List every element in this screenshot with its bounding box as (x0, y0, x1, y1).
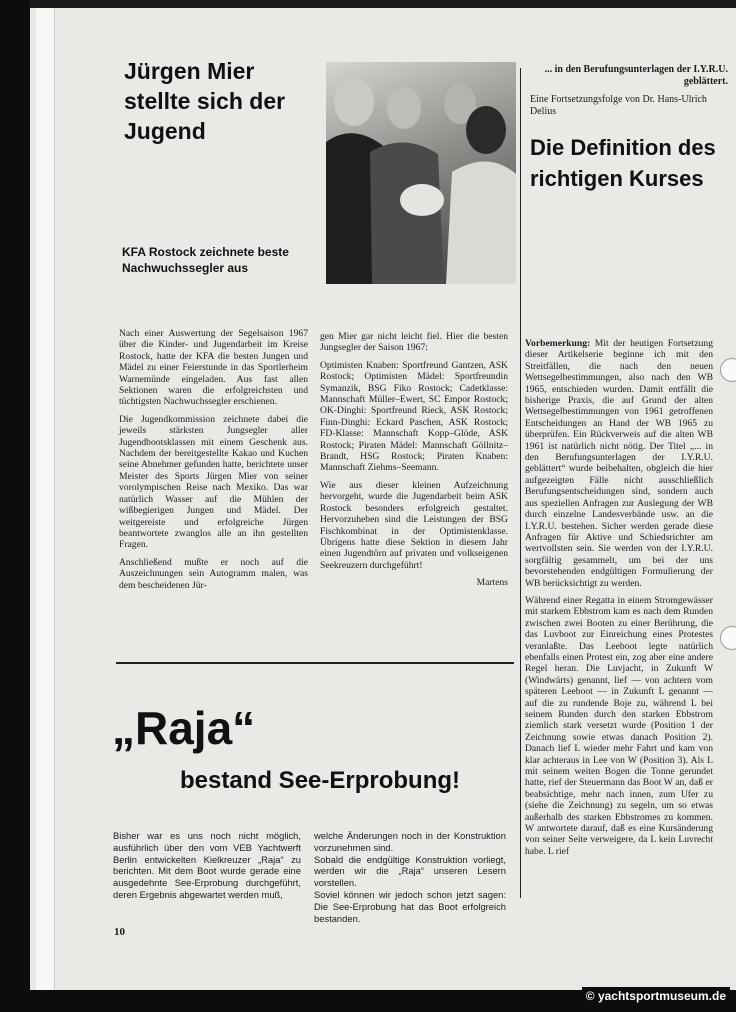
article-mier-column-2 (320, 331, 508, 595)
paragraph: Während einer Regatta in einem Stromgewässer mit starkem Ebbstrom kam es nach dem Runden zwischen zwei Booten zu einer Berührung, die das Luvboot zur Einreichung eines Protestes veranlaßte. Das Leeboot legte natürlich ebenfalls einen Protest ein, zog aber eine andere Regel heran. Die Luvjacht, in Zukunft W (Windwärts) genannt, lief — von achtern vom späteren Leeboot — in Zukunft L genannt — auf die zu rundende Boje zu, während L bei seinem Runden durch den starken Ebbstrom ziemlich stark versetzt wurde (Position 1 der Zeichnung sowie etwas danach Position 2). Danach lief L wieder mehr Fahrt und kam von klar achteraus in Lee von W (Position 3). Als L mit seinem weiten Bogen die Tonne gerundet hatte, rief der Steuermann das Boot W an, daß er beabsichtige, mehr nach innen, zum Ufer zu (siehe die Zeichnung) zu segeln, um so etwas außerhalb des starken Ebbstromes zu kommen. W antwortete darauf, daß es eine Kursänderung von seiner Seite verweigere, da L kein Luvrecht habe. L rief (525, 594, 713, 857)
article-raja-column-1: Bisher war es uns noch nicht möglich, ausführlich über den vom VEB Yachtwerft Berlin entwickelten Kielkreuzer „Raja“ zu berichten. Mit dem Boot wurde gerade eine ausgedehnte See-Erprobung durchgeführt, deren Ergebnis abgewartet werden muß, (113, 830, 301, 900)
page-number: 10 (114, 926, 125, 938)
magazine-page (30, 8, 736, 990)
photo-people-illustration (326, 62, 516, 284)
photo-award-ceremony (326, 62, 516, 284)
paper-edge (36, 8, 55, 990)
paragraph: Optimisten Knaben: Sportfreund Gantzen, ASK Rostock; Optimisten Mädel: Sportfreundin Symanzik, BSG Fiko Rostock; Cadetklasse: Mannschaft Müller–Ewert, SC Empor Rostock; OK-Dinghi: Sportfreund Rieck, ASK Rostock; Finn-Dinghi: Eckard Paschen, ASK Rostock; FD-Klasse: Mannschaft Kopp–Glöde, ASK Rostock; Piraten Mädel: Mannschaft Göllnitz–Brandt, HSG Rostock; Piraten Knaben: Mannschaft Ziehms–Seemann. (320, 359, 508, 474)
article-raja-headline: „Raja“ (112, 702, 256, 754)
section-divider (116, 662, 514, 664)
article-raja-column-2 (314, 830, 506, 924)
column-divider-vertical (520, 68, 521, 898)
paragraph: Anschließend mußte er noch auf die Auszeichnungen sein Autogramm malen, was dem bescheidenen Jür- (119, 556, 308, 591)
paragraph: Sobald die endgültige Konstruktion vorliegt, werden wir die „Raja“ unseren Lesern vorstellen. (314, 853, 506, 889)
paragraph: gen Mier gar nicht leicht fiel. Hier die besten Jungsegler der Saison 1967: (320, 331, 508, 354)
binder-hole-bottom (720, 626, 736, 650)
paragraph (525, 338, 713, 589)
article-mier-column-1 (119, 328, 308, 597)
article-mier-headline: Jürgen Mier stellte sich der Jugend (124, 58, 286, 144)
paragraph: Die Jugendkommission zeichnete dabei die jeweils stärksten Jungsegler aller Jugendbootsklassen mit einem Geschenk aus. Nachdem der bereitgestellte Kakao und Kuchen seine Abnehmer gefunden hatte, berichtete unser Meister des Sports Jürgen Mier von seiner vorolympischen Reise nach Mexiko. Das war natürlich Wasser auf die Mühlen der wißbegierigen Jungen und Mädel. Der weitgereiste und erfolgreiche Jürgen beantwortete zwanglos alle an ihn gestellten Fragen. (119, 413, 308, 551)
article-mier-subheadline: KFA Rostock zeichnete beste Nachwuchssegler aus (122, 245, 289, 275)
watermark: © yachtsportmuseum.de (582, 987, 730, 1005)
author-signature: Martens (476, 577, 508, 589)
article-definition-author: Eine Fortsetzungsfolge von Dr. Hans-Ulrich Delius (530, 94, 707, 117)
article-definition-column (525, 338, 713, 863)
article-definition-headline: Die Definition des richtigen Kurses (530, 135, 716, 191)
paragraph: Soviel können wir jedoch schon jetzt sagen: Die See-Erprobung hat das Boot erfolgreich bestanden. (314, 888, 506, 924)
paragraph: Wie aus dieser kleinen Aufzeichnung hervorgeht, wurde die Jugendarbeit beim ASK Rostock besonders erfolgreich gestaltet. Hervorzuheben sind die Leistungen der BSG Fischkombinat in der Optimistenklasse. Übrigens hatte diese Sektion in diesem Jahr einen Jugendtörn auf privaten und volkseigenen Seekreuzern durchgeführt! (320, 479, 508, 571)
paragraph: welche Änderungen noch in der Konstruktion vorzunehmen sind. (314, 830, 506, 853)
binder-hole-top (720, 358, 736, 382)
article-definition-kicker: ... in den Berufungsunterlagen der I.Y.R.U. geblättert. (544, 64, 728, 87)
scan-border-left (0, 0, 30, 1012)
lead-label: Vorbemerkung: (525, 338, 591, 349)
paragraph-text: Mit der heutigen Fortsetzung dieser Artikelserie beginne ich mit den Streitfällen, die nach den neuen Wettsegelbestimmungen, also nach den WB 1965, entschieden wurden. Damit entfällt die bisherige Praxis, die auf Grund der alten Wettsegelbestimmungen von 1961 getroffenen Entscheidungen an Hand der WB 1965 zu überprüfen. Ein Rückverweis auf die alten WB 1961 ist natürlich nicht nötig. Der Titel „... in den Berufungsunterlagen der I.Y.R.U. geblättert“ wurde beibehalten, obgleich die hier aufgezeigten Fälle nicht ausschließlich Berufungsentscheidungen sind, sondern auch aus speziellen Anfragen zur Auslegung der WB durch einzelne Landesverbände usw. an die I.Y.R.U. bestehen. Sicher werden gerade diese Anfragen für Aktive und Schiedsrichter am wertvollsten sein. Sie werden von der I.Y.R.U. sorgfältig gesammelt, um bei der uns bevorstehenden endgültigen Formulierung der WB berücksichtigt zu werden. (525, 338, 713, 589)
article-raja-subheadline: bestand See-Erprobung! (180, 767, 461, 794)
paragraph: Nach einer Auswertung der Segelsaison 1967 über die Kinder- und Jugendarbeit im Kreise Rostock, hatte der KFA die besten Jungen und Mädel zu einer Feierstunde in das Sportlerheim Warnemünde eingeladen. Aus fast allen Sektionen waren die erfolgreichsten und tüchtigsten Nachwuchssegler erschienen. (119, 328, 308, 408)
